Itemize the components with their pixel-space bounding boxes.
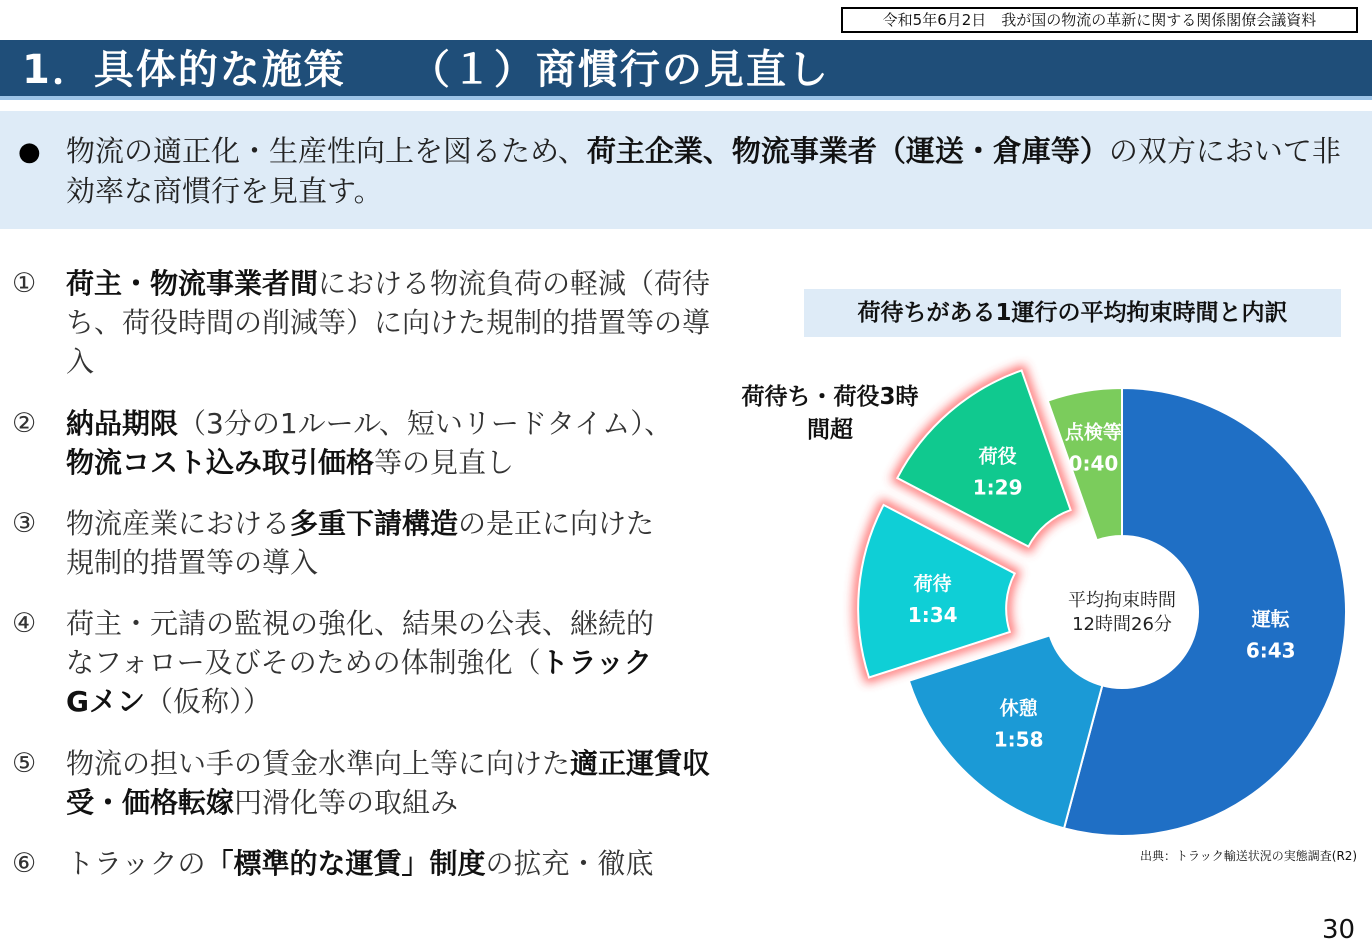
item-bold: 「標準的な運賃」制度 — [205, 847, 486, 880]
page-title: 1．具体的な施策 （１）商慣行の見直し — [22, 47, 830, 93]
item-text: （3分の1ルール、短いリードタイム）、 — [178, 407, 673, 440]
item-text: 円滑化等の取組み — [234, 786, 459, 819]
slice-value-label: 6:43 — [1245, 638, 1296, 663]
slice-value-label: 1:58 — [993, 727, 1044, 752]
summary-text-2: の双方において非効率な商慣行を見直す。 — [66, 134, 1341, 208]
slice-name-label: 休憩 — [999, 697, 1038, 720]
item-bold: 荷主・物流事業者間 — [66, 267, 319, 300]
center-label-1: 平均拘束時間 — [1068, 590, 1176, 611]
item-number: ① — [12, 268, 37, 299]
item-text: （仮称）） — [144, 685, 271, 718]
slice-name-label: 荷待 — [913, 572, 952, 595]
item-text: 等の見直し — [374, 446, 515, 479]
item-number: ③ — [12, 508, 37, 539]
summary-bold-1: 荷主企業、物流事業者（運送・倉庫等） — [586, 134, 1109, 168]
item-number: ⑥ — [12, 848, 37, 879]
chart-source: 出典：トラック輸送状況の実態調査(R2) — [1140, 849, 1358, 863]
center-label-2: 12時間26分 — [1072, 614, 1172, 635]
summary-text-1: 物流の適正化・生産性向上を図るため、 — [66, 134, 587, 168]
item-bold: 多重下請構造 — [290, 507, 459, 540]
item-number: ② — [12, 408, 37, 439]
slice-value-label: 0:40 — [1068, 451, 1119, 476]
item-text: の是正に向けた規制的措置等の導入 — [66, 507, 655, 579]
item-bold: 納品期限 — [66, 407, 179, 440]
slice-name-label: 運転 — [1251, 608, 1290, 631]
item-bold: 物流コスト込み取引価格 — [66, 446, 375, 479]
item-bold: トラックGメン — [66, 646, 653, 718]
item-text: トラックの — [66, 847, 206, 880]
item-text: における物流負荷の軽減（荷待ち、荷役時間の削減等）に向けた規制的措置等の導入 — [66, 267, 711, 378]
slice-value-label: 1:34 — [907, 602, 958, 627]
summary-bullet: ● — [18, 137, 41, 167]
item-text: 物流産業における — [66, 507, 291, 540]
item-text: の拡充・徹底 — [485, 847, 654, 880]
donut-hole — [1046, 536, 1198, 688]
chart-title: 荷待ちがある1運行の平均拘束時間と内訳 — [804, 289, 1341, 337]
slice-name-label: 荷役 — [978, 445, 1017, 468]
item-number: ④ — [12, 608, 37, 639]
slice-value-label: 1:29 — [972, 475, 1023, 500]
item-number: ⑤ — [12, 748, 37, 779]
item-bold: 適正運賃収受・価格転嫁 — [66, 747, 711, 819]
page-number: 30 — [1322, 915, 1356, 945]
chart-callout: 荷待ち・荷役3時間超 — [741, 384, 919, 443]
item-text: 物流の担い手の賃金水準向上等に向けた — [66, 747, 571, 780]
slice-name-label: 点検等 — [1064, 421, 1122, 444]
document-source-tag: 令和5年6月2日 我が国の物流の革新に関する関係閣僚会議資料 — [841, 7, 1358, 33]
item-text: 荷主・元請の監視の強化、結果の公表、継続的なフォロー及びそのための体制強化（ — [66, 607, 655, 679]
